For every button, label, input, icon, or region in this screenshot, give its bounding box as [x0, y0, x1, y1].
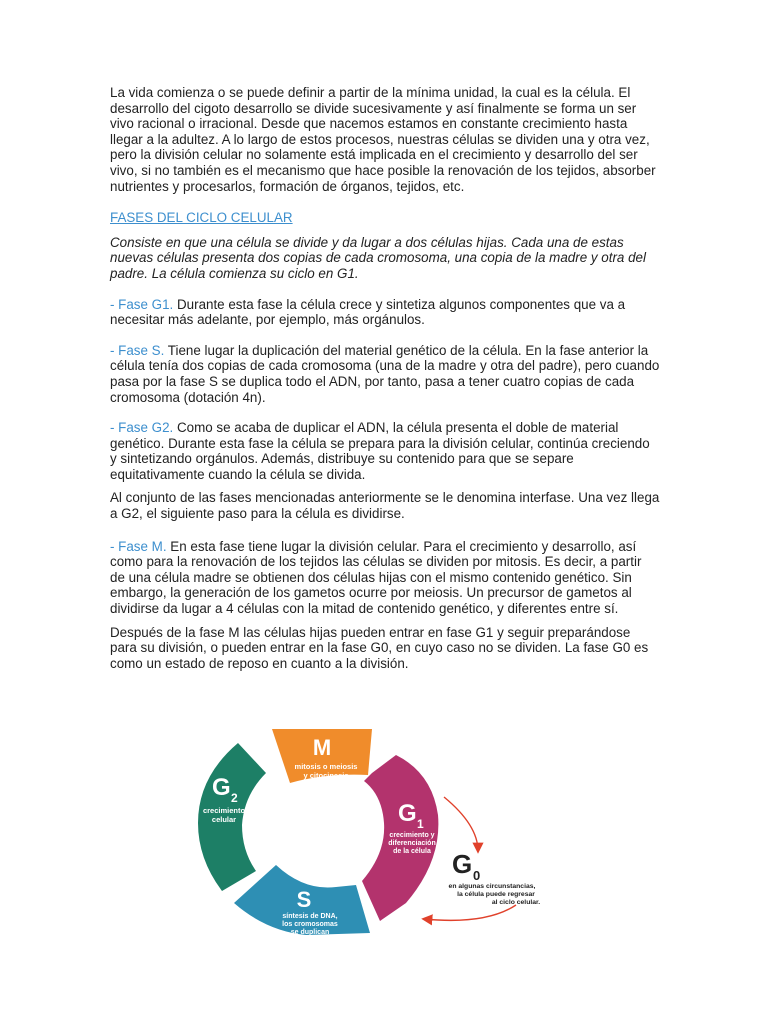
cycle-summary-paragraph: Consiste en que una célula se divide y da lugar a dos células hijas. Cada una de estas nuevas células presenta dos copias de cada cromosoma, una copia de la madre y otra del padre. La célula comienza su ciclo en G1. [110, 234, 646, 281]
g0-line3: al ciclo celular. [491, 899, 541, 906]
section-link-fases[interactable]: FASES DEL CICLO CELULAR [110, 210, 293, 226]
g0-line2: la célula puede regresar [457, 891, 535, 898]
phase-g2-label: - Fase G2. [110, 420, 174, 436]
g1-line3: de la célula [393, 848, 431, 855]
s-line1: síntesis de DNA, [282, 913, 338, 920]
g1-title: G [398, 800, 417, 827]
cell-cycle-diagram [186, 725, 556, 940]
s-line3: se duplican [290, 929, 330, 936]
s-title: S [296, 887, 312, 912]
arrow-to-g0 [444, 797, 478, 851]
phase-m-label: - Fase M. [110, 538, 167, 554]
m-line1: mitosis o meiosis [294, 762, 358, 771]
phase-s-label: - Fase S. [110, 342, 165, 358]
intro-paragraph: La vida comienza o se puede definir a partir de la mínima unidad, la cual es la célula. El desarrollo del cigoto desarrollo se divide sucesivamente y así finalmente se forma un ser vivo racional o irracional. Desde que nacemos estamos en constante crecimiento hasta llegar a la adultez. A lo largo de estos procesos, nuestras células se dividen una y otra vez, pero la división celular no solamente está implicada en el crecimiento y desarrollo del ser vivo, si no también es el mecanismo que hace posible la renovación de los tejidos, absorber nutrientes y procesarlos, formación de órganos, tejidos, etc. [110, 85, 656, 194]
phase-s-text: Tiene lugar la duplicación del material genético de la célula. En la fase anterior la célula tenía dos copias de cada cromosoma (una de la madre y otra del padre), pero cuando pasa por la fase S se duplica todo el ADN, por tanto, pasa a tener cuatro copias de cada cromosoma (dotación 4n). [110, 342, 660, 405]
phase-s-paragraph [110, 343, 660, 405]
g0-line1: en algunas circunstancias, [448, 883, 536, 890]
g0-subscript: 0 [473, 868, 481, 883]
document-body [110, 85, 660, 671]
g2-title: G [212, 774, 231, 801]
s-line2: los cromosomas [282, 921, 338, 928]
g2-subscript: 2 [231, 791, 238, 805]
arrow-from-g0 [424, 905, 516, 920]
g1-line2: diferenciación [388, 840, 436, 847]
phase-m-text: En esta fase tiene lugar la división celular. Para el crecimiento y desarrollo, así como para la renovación de los tejidos las células se dividen por mitosis. Es decir, a partir de una célula madre se obtienen dos células hijas con el mismo contenido genético. Sin embargo, la generación de los gametos ocurre por meiosis. Un precursor de gametos al dividirse da lugar a 4 células con la mitad de contenido genético, y diferentes entre sí. [110, 538, 642, 617]
g2-line2: celular [211, 815, 237, 824]
phase-g1-paragraph [110, 297, 660, 328]
phase-g2-text: Como se acaba de duplicar el ADN, la célula presenta el doble de material genético. Durante esta fase la célula se prepara para la división celular, continúa creciendo y sintetizando orgánulos. Además, distribuye su contenido para que se separe equitativamente cuando la célula se divida. [110, 420, 650, 482]
after-m-paragraph: Después de la fase M las células hijas pueden entrar en fase G1 y seguir preparándose para su división, o pueden entrar en la fase G0, en cuyo caso no se dividen. La fase G0 es como un estado de reposo en cuanto a la división. [110, 624, 649, 671]
interphase-paragraph: Al conjunto de las fases mencionadas anteriormente se le denomina interfase. Una vez llega a G2, el siguiente paso para la célula es dividirse. [110, 490, 660, 522]
g0-title: G [452, 849, 473, 879]
g1-subscript: 1 [417, 817, 424, 831]
g2-line1: crecimiento [202, 806, 246, 815]
m-title: M [312, 735, 332, 760]
g1-line1: crecimiento y [389, 832, 435, 839]
phase-g2-paragraph [110, 420, 660, 482]
m-line2: y citocinesis [303, 771, 349, 780]
phase-g1-text: Durante esta fase la célula crece y sintetiza algunos componentes que va a necesitar más adelante, por ejemplo, más orgánulos. [110, 296, 626, 328]
phase-g1-label: - Fase G1. [110, 296, 174, 312]
phase-m-paragraph [110, 539, 660, 617]
